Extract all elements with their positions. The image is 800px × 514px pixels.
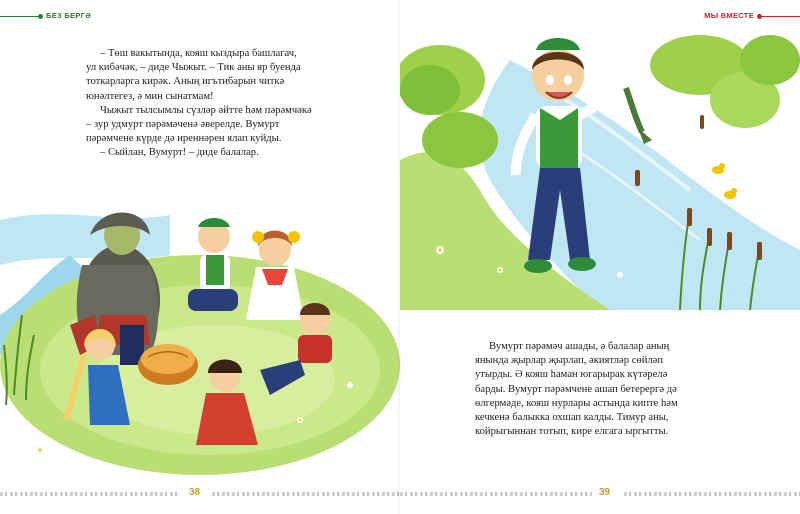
story-text-right [475, 340, 765, 439]
page-number-left: 38 [189, 487, 201, 498]
text-line: тоткарларга кирәк. Аның игътибарын читкә [86, 76, 285, 88]
footer-left [0, 489, 400, 499]
header-rule [0, 16, 40, 17]
running-header-left [0, 12, 200, 22]
illustration-boy-with-fish [400, 20, 800, 310]
story-text-left [86, 47, 376, 161]
section-title-right: МЫ ВМЕСТЕ [704, 11, 754, 20]
girl-with-bows [246, 231, 304, 321]
text-line: – Сыйлан, Вумурт! – диде балалар. [100, 147, 259, 159]
text-line: янында җырлар җырлап, әкиятләр сөйләп [475, 355, 664, 367]
footer-right [400, 489, 800, 499]
text-line: пәрәмчене күрде дә иреннәрен ялап куйды. [86, 133, 282, 145]
text-line: Чыжыт тылсымлы сүзләр әйтте һәм пәрәмчәкә [100, 104, 312, 116]
text-line: ул кибәчәк, – диде Чыжыт. – Тик аны яр буенда [86, 62, 301, 74]
pie-perech [138, 344, 198, 385]
text-line: утырды. Ә кояш һаман югарырак күтәрелә [475, 369, 668, 381]
text-line: өлгермәде, кояш нурлары астында кипте һәм [475, 397, 678, 409]
right-page [400, 0, 800, 514]
footer-ornament [0, 492, 180, 496]
text-line: койрыгыннан тотып, кире елгага ыргытты. [475, 426, 669, 438]
text-line: юнәлтегез, ә мин сынатмам! [86, 90, 214, 102]
page-number-right: 39 [599, 487, 611, 498]
text-line: – Төш вакытында, кояш кыздыра башлагач, [100, 48, 297, 59]
text-line: Вумурт пәрәмәч ашады, ә балалар аның [489, 341, 670, 352]
text-line: – зур удмурт пәрәмәченә әверелде. Вумурт [86, 119, 280, 131]
illustration-children-around-pie [0, 195, 400, 480]
footer-ornament [400, 492, 592, 496]
section-title-left: БЕЗ БЕРГӘ [46, 11, 91, 20]
footer-ornament [624, 492, 800, 496]
text-line: барды. Вумурт пәрәмчене ашап бетерергә дә [475, 383, 677, 395]
text-line: кечкенә балыкка охшап калды. Тимур аны, [475, 412, 669, 424]
header-rule [760, 16, 800, 17]
footer-ornament [212, 492, 400, 496]
header-dot [38, 14, 43, 19]
